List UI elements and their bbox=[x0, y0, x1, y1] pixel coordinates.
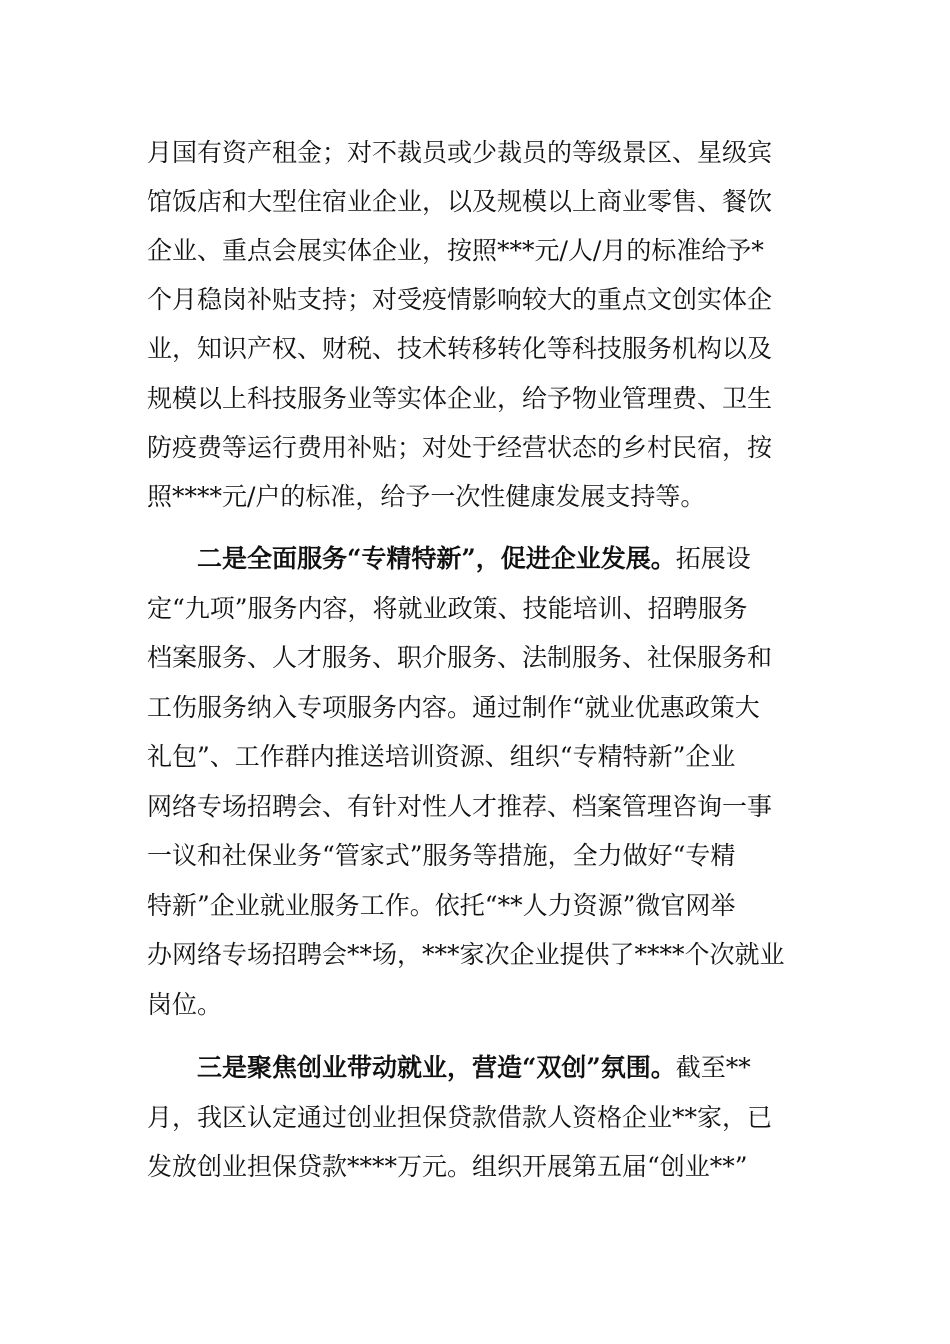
body-line: 一议和社保业务“管家式”服务等措施，全力做好“专精 bbox=[147, 841, 736, 870]
paragraph-heading: 三是聚焦创业带动就业，营造“双创”氛围。 bbox=[197, 1053, 676, 1082]
body-line: 档案服务、人才服务、职介服务、法制服务、社保服务和 bbox=[147, 643, 773, 672]
body-line: 定“九项”服务内容，将就业政策、技能培训、招聘服务 bbox=[147, 594, 748, 623]
body-line: 月，我区认定通过创业担保贷款借款人资格企业**家，已 bbox=[147, 1103, 773, 1132]
body-line: 照****元/户的标准，给予一次性健康发展支持等。 bbox=[147, 482, 706, 511]
body-line: 特新”企业就业服务工作。依托“**人力资源”微官网举 bbox=[147, 891, 736, 920]
body-line: 馆饭店和大型住宿业企业，以及规模以上商业零售、餐饮 bbox=[147, 187, 773, 216]
paragraph-lead-line: 二是全面服务“专精特新”，促进企业发展。拓展设 bbox=[197, 544, 751, 573]
body-line: 月国有资产租金；对不裁员或少裁员的等级景区、星级宾 bbox=[147, 138, 773, 167]
body-line: 礼包”、工作群内推送培训资源、组织“专精特新”企业 bbox=[147, 742, 736, 771]
body-line: 防疫费等运行费用补贴；对处于经营状态的乡村民宿，按 bbox=[147, 433, 773, 462]
body-line: 工伤服务纳入专项服务内容。通过制作“就业优惠政策大 bbox=[147, 693, 760, 722]
body-line: 业，知识产权、财税、技术转移转化等科技服务机构以及 bbox=[147, 334, 773, 363]
body-line: 个月稳岗补贴支持；对受疫情影响较大的重点文创实体企 bbox=[147, 285, 773, 314]
paragraph-heading: 二是全面服务“专精特新”，促进企业发展。 bbox=[197, 544, 676, 573]
body-line: 岗位。 bbox=[147, 990, 223, 1019]
body-line: 发放创业担保贷款****万元。组织开展第五届“创业**” bbox=[147, 1152, 748, 1181]
paragraph-lead-line: 三是聚焦创业带动就业，营造“双创”氛围。截至** bbox=[197, 1053, 751, 1082]
body-line: 办网络专场招聘会**场，***家次企业提供了****个次就业 bbox=[147, 940, 785, 969]
body-line: 网络专场招聘会、有针对性人才推荐、档案管理咨询一事 bbox=[147, 792, 773, 821]
body-line: 规模以上科技服务业等实体企业，给予物业管理费、卫生 bbox=[147, 384, 773, 413]
body-line: 企业、重点会展实体企业，按照***元/人/月的标准给予* bbox=[147, 236, 764, 265]
